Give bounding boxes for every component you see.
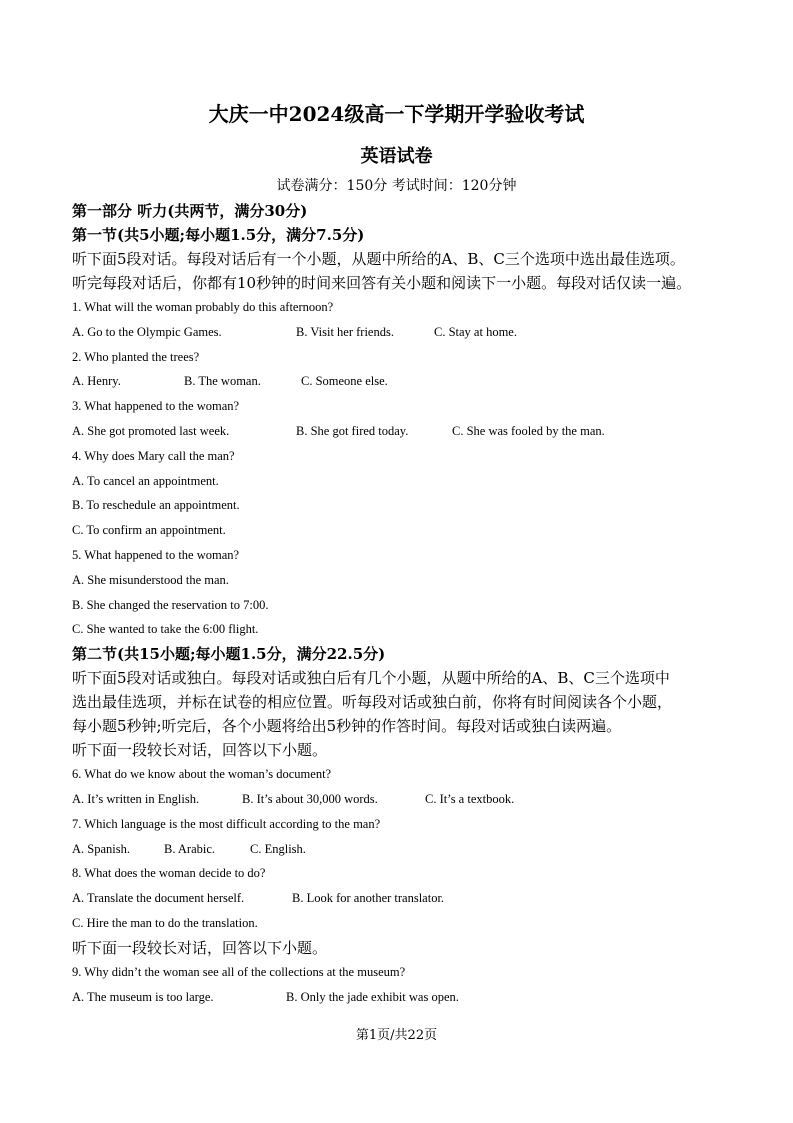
question-9-options (72, 985, 740, 1010)
exam-title: 大庆一中2024级高一下学期开学验收考试 (208, 102, 585, 126)
option-b: B. Visit her friends. (296, 324, 394, 339)
question-8: 8. What does the woman decide to do? (72, 866, 266, 881)
option-a: A. The museum is too large. (72, 989, 214, 1004)
exam-subtitle: 英语试卷 (360, 146, 433, 167)
question-2: 2. Who planted the trees? (72, 349, 200, 364)
option-b: B. The woman. (184, 374, 261, 389)
option-c: C. She was fooled by the man. (452, 423, 605, 438)
option-c: C. Stay at home. (434, 324, 517, 339)
question-1: 1. What will the woman probably do this afternoon? (72, 300, 334, 314)
dialogue-intro: 听下面一段较长对话，回答以下小题。 (72, 938, 328, 957)
question-7-options (72, 837, 740, 862)
question-4: 4. Why does Mary call the man? (72, 448, 235, 463)
exam-meta: 试卷满分：150分 考试时间：120分钟 (276, 178, 517, 194)
section2-instruction-3: 每小题5秒钟;听完后，各个小题将给出5秒钟的作答时间。每段对话或独白读两遍。 (72, 717, 622, 736)
option-b: B. Arabic. (164, 841, 216, 856)
option-b: B. It’s about 30,000 words. (242, 791, 378, 806)
option-b: B. She got fired today. (296, 423, 409, 438)
option-a: A. Henry. (72, 374, 121, 389)
dialogue-intro: 听下面一段较长对话，回答以下小题。 (72, 741, 328, 760)
part1-heading: 第一部分 听力(共两节，满分30分) (72, 202, 308, 220)
question-6-options (72, 787, 740, 812)
option-c: C. Someone else. (301, 374, 388, 389)
question-3: 3. What happened to the woman? (72, 399, 240, 414)
section2-instruction-1: 听下面5段对话或独白。每段对话或独白后有几个小题，从题中所给的A、B、C三个选项中 (72, 669, 670, 688)
page-number: 第1页/共22页 (355, 1028, 438, 1043)
question-5-option-a: A. She misunderstood the man. (72, 572, 229, 587)
section1-heading: 第一节(共5小题;每小题1.5分，满分7.5分) (72, 226, 365, 244)
question-4-option-a: A. To cancel an appointment. (72, 473, 219, 488)
section2-heading: 第二节(共15小题;每小题1.5分，满分22.5分) (72, 645, 386, 664)
option-b: B. Look for another translator. (292, 891, 445, 906)
question-5-option-c: C. She wanted to take the 6:00 flight. (72, 622, 259, 637)
option-a: A. Translate the document herself. (72, 891, 245, 906)
option-c: C. It’s a textbook. (425, 791, 515, 806)
option-a: A. She got promoted last week. (72, 423, 230, 438)
option-b: B. Only the jade exhibit was open. (286, 989, 459, 1004)
question-8-options (72, 886, 740, 911)
option-c: C. English. (250, 841, 306, 856)
question-7: 7. Which language is the most difficult according to the man? (72, 816, 381, 831)
exam-content (72, 199, 740, 1009)
question-5-option-b: B. She changed the reservation to 7:00. (72, 597, 269, 612)
section1-instruction-1: 听下面5段对话。每段对话后有一个小题，从题中所给的A、B、C三个选项中选出最佳选项。 (72, 250, 685, 268)
question-4-option-c: C. To confirm an appointment. (72, 523, 226, 538)
question-3-options (72, 419, 740, 444)
question-9: 9. Why didn’t the woman see all of the collections at the museum? (72, 964, 406, 979)
option-a: A. Spanish. (72, 841, 130, 856)
question-1-options (72, 320, 740, 345)
question-4-option-b: B. To reschedule an appointment. (72, 498, 240, 513)
section1-instruction-2: 听完每段对话后，你都有10秒钟的时间来回答有关小题和阅读下一小题。每段对话仅读一遍。 (72, 274, 692, 292)
question-6: 6. What do we know about the woman’s document? (72, 767, 332, 782)
question-8-option-c: C. Hire the man to do the translation. (72, 915, 258, 930)
question-2-options (72, 369, 740, 394)
option-a: A. Go to the Olympic Games. (72, 324, 222, 339)
option-a: A. It’s written in English. (72, 791, 200, 806)
question-5: 5. What happened to the woman? (72, 547, 240, 562)
section2-instruction-2: 选出最佳选项，并标在试卷的相应位置。听每段对话或独白前，你将有时间阅读各个小题， (72, 693, 673, 712)
